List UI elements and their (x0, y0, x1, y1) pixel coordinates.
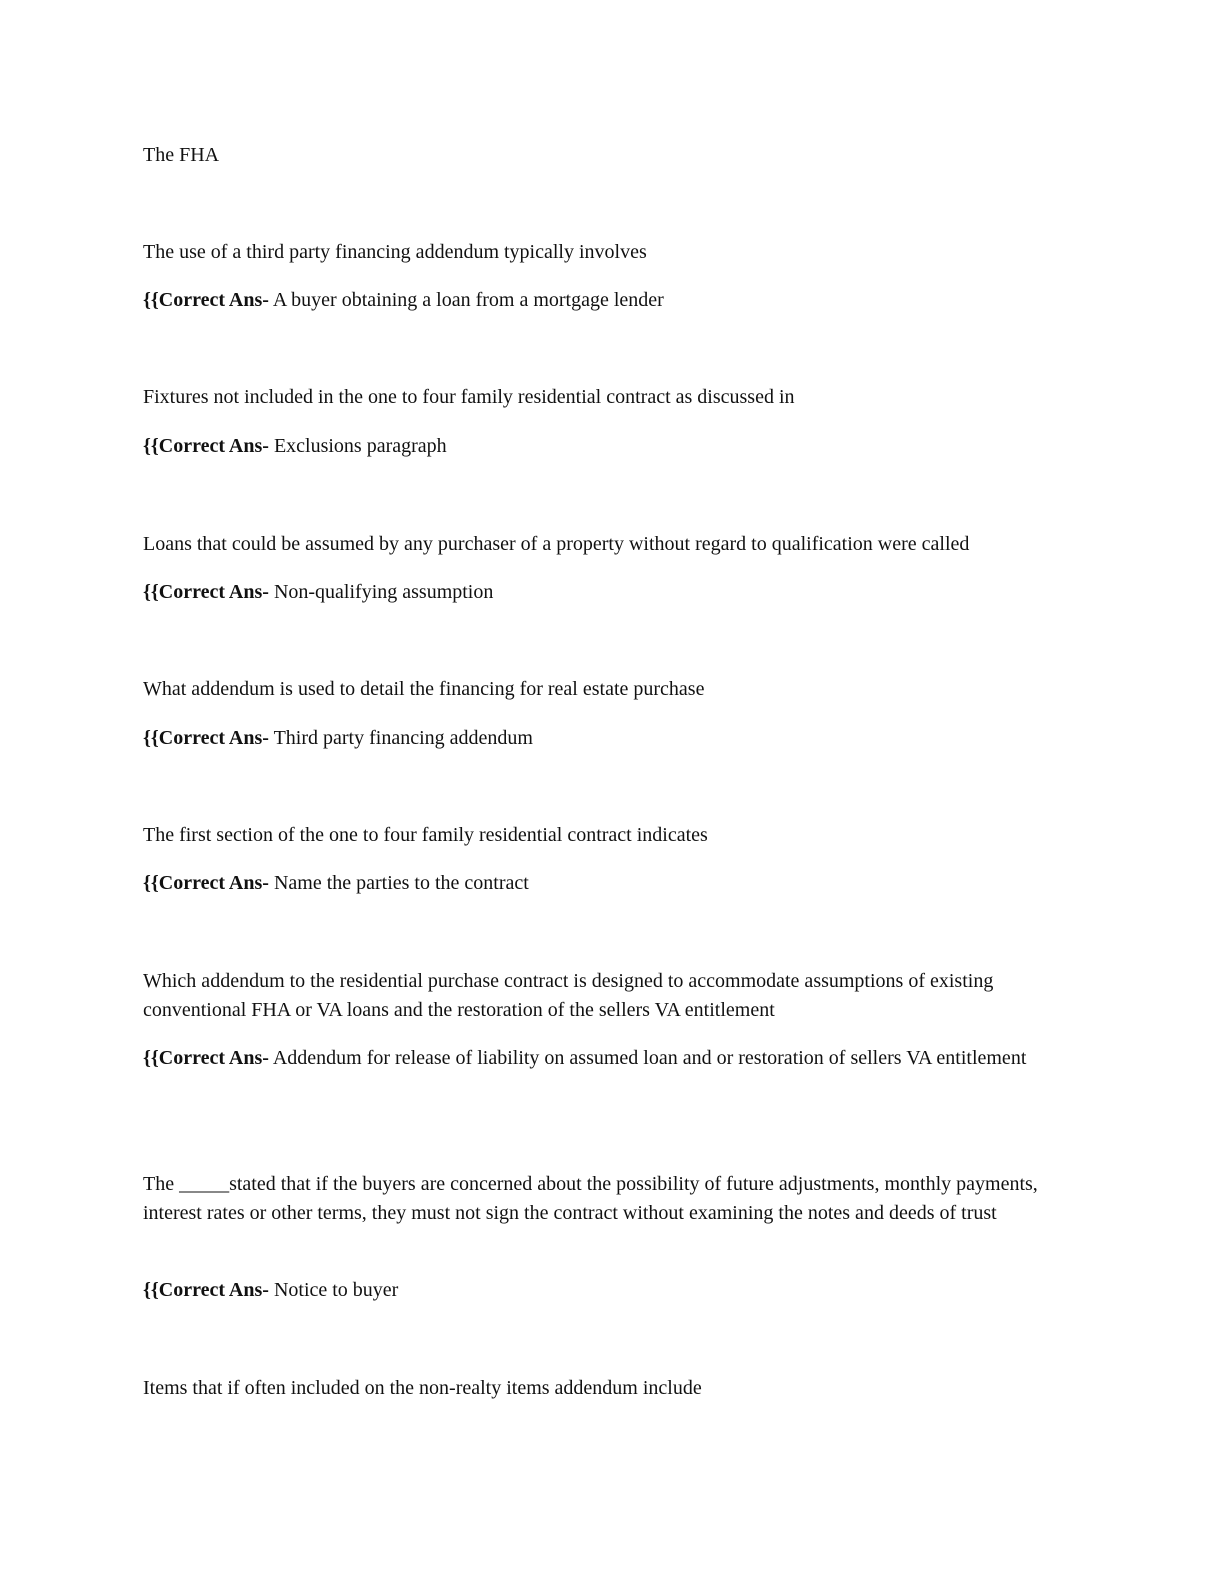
answer-prefix: {{ (143, 1279, 159, 1301)
question-8: Items that if often included on the non-realty items addendum include (143, 1377, 702, 1399)
question-3: Loans that could be assumed by any purchaser of a property without regard to qualification were called (143, 533, 970, 555)
answer-text: Exclusions paragraph (273, 435, 447, 457)
question-6: Which addendum to the residential purchase contract is designed to accommodate assumptions of existing conventional FHA or VA loans and the restoration of the sellers VA entitlement (143, 970, 994, 1021)
answer-label: Correct Ans (158, 289, 263, 311)
answer-label: Correct Ans (158, 727, 263, 749)
answer-text: Addendum for release of liability on assumed loan and or restoration of sellers VA entitlement (272, 1047, 1027, 1069)
question-7: The _____stated that if the buyers are concerned about the possibility of future adjustments, monthly payments, interest rates or other terms, they must not sign the contract without examining the notes and deeds of trust (143, 1173, 1038, 1224)
answer-prefix: {{ (143, 1047, 159, 1069)
answer-prefix: {{ (143, 872, 159, 894)
answer-label: Correct Ans (158, 435, 263, 457)
question-2: Fixtures not included in the one to four family residential contract as discussed in (143, 386, 795, 408)
answer-text: A buyer obtaining a loan from a mortgage lender (272, 289, 664, 311)
answer-3: {{Correct Ans- Non-qualifying assumption (143, 581, 494, 603)
answer-2: {{Correct Ans- Exclusions paragraph (143, 435, 447, 457)
answer-text: Name the parties to the contract (273, 872, 529, 894)
intro-text: The FHA (143, 144, 220, 166)
answer-1: {{Correct Ans- A buyer obtaining a loan from a mortgage lender (143, 289, 664, 311)
answer-text: Third party financing addendum (273, 727, 533, 749)
answer-4: {{Correct Ans- Third party financing addendum (143, 727, 533, 749)
answer-prefix: {{ (143, 435, 159, 457)
answer-5: {{Correct Ans- Name the parties to the contract (143, 872, 529, 894)
answer-label: Correct Ans (158, 581, 263, 603)
answer-text: Notice to buyer (273, 1279, 399, 1301)
answer-text: Non-qualifying assumption (273, 581, 494, 603)
question-5: The first section of the one to four family residential contract indicates (143, 824, 708, 846)
answer-label: Correct Ans (158, 872, 263, 894)
question-1: The use of a third party financing addendum typically involves (143, 241, 647, 263)
answer-6: {{Correct Ans- Addendum for release of liability on assumed loan and or restoration of sellers VA entitlement (143, 1047, 1027, 1069)
answer-prefix: {{ (143, 581, 159, 603)
answer-label: Correct Ans (158, 1279, 263, 1301)
question-4: What addendum is used to detail the financing for real estate purchase (143, 678, 705, 700)
answer-prefix: {{ (143, 727, 159, 749)
answer-label: Correct Ans (158, 1047, 263, 1069)
answer-7: {{Correct Ans- Notice to buyer (143, 1279, 399, 1301)
answer-prefix: {{ (143, 289, 159, 311)
